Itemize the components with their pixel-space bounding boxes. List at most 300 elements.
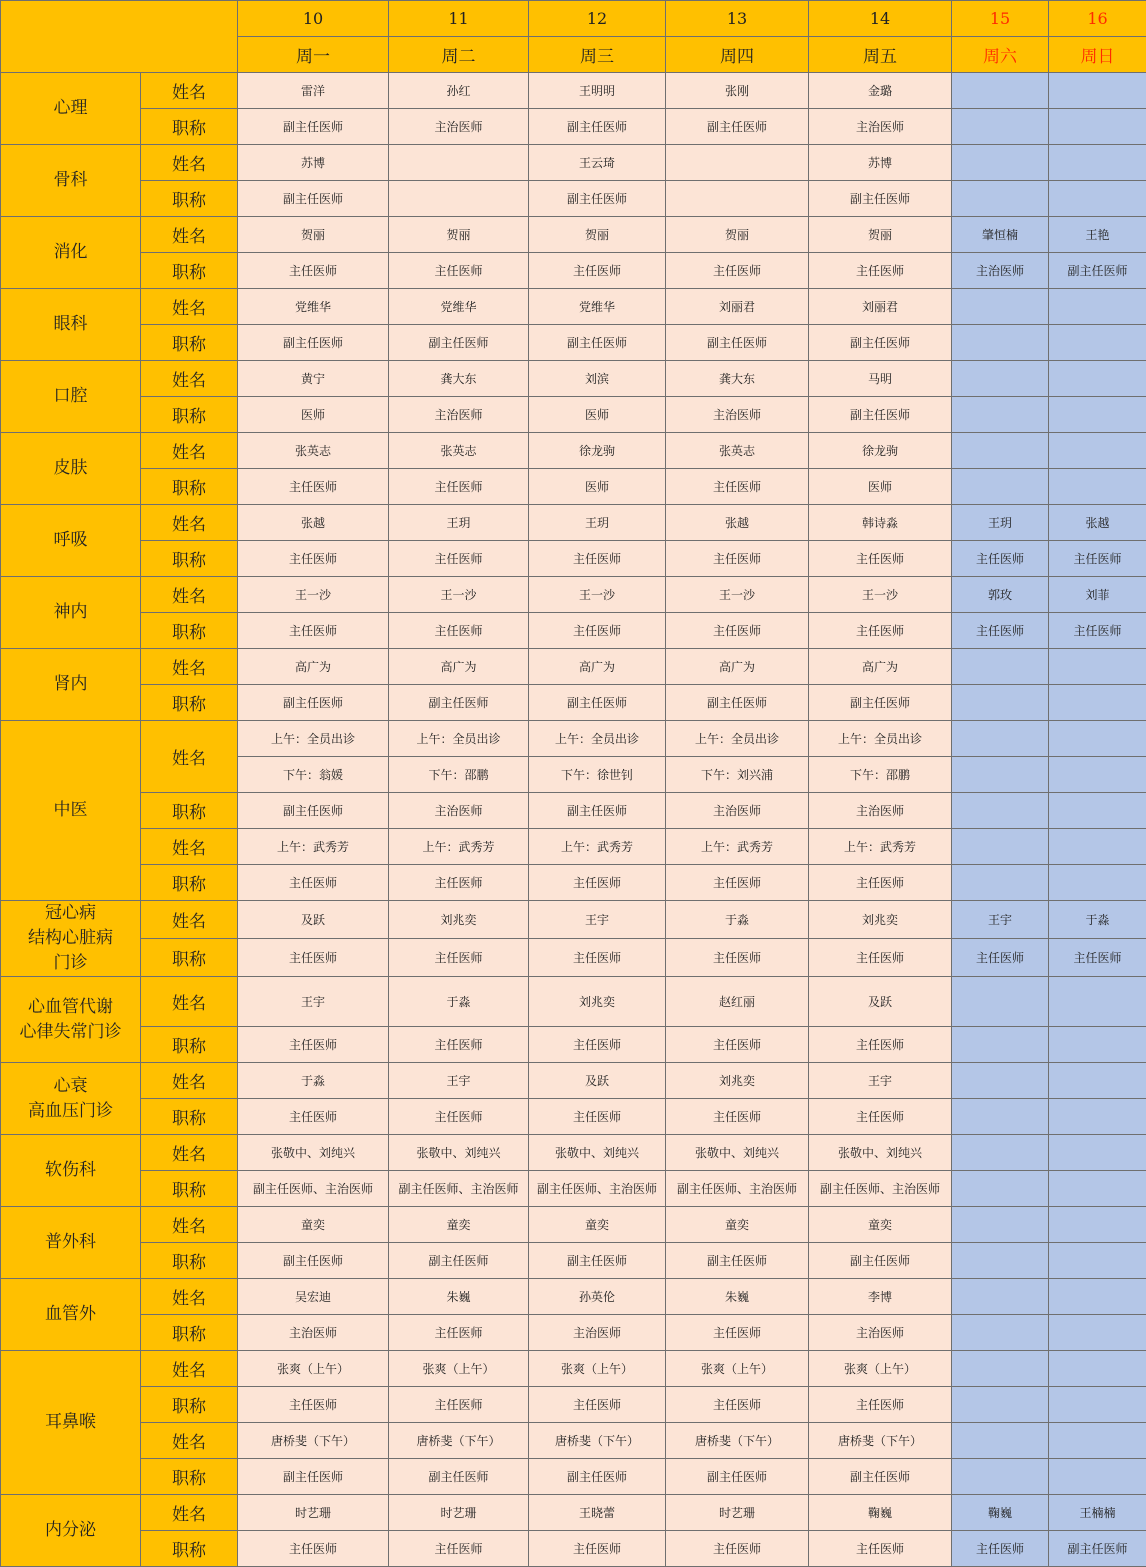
doctor-cell <box>952 1351 1049 1387</box>
title-cell <box>1049 109 1146 145</box>
title-cell: 主任医师 <box>1049 939 1146 977</box>
doctor-cell: 童奕 <box>238 1207 389 1243</box>
weekday-header-5: 周五 <box>809 37 952 73</box>
department-name: 心衰 高血压门诊 <box>1 1063 141 1135</box>
doctor-cell: 王楠楠 <box>1049 1495 1146 1531</box>
title-cell: 主任医师 <box>666 865 809 901</box>
doctor-cell <box>1049 829 1146 865</box>
title-cell: 主任医师 <box>389 1531 529 1567</box>
doctor-cell: 张敬中、刘纯兴 <box>666 1135 809 1171</box>
title-cell: 主任医师 <box>666 1315 809 1351</box>
weekday-header-2: 周二 <box>389 37 529 73</box>
title-cell: 副主任医师 <box>809 1243 952 1279</box>
title-cell <box>1049 1459 1146 1495</box>
doctor-cell: 于淼 <box>238 1063 389 1099</box>
row-label-title: 职称 <box>141 793 238 829</box>
doctor-cell <box>952 1063 1049 1099</box>
doctor-cell <box>1049 757 1146 793</box>
title-cell <box>666 181 809 217</box>
doctor-cell: 张爽（上午） <box>809 1351 952 1387</box>
title-cell <box>952 1027 1049 1063</box>
doctor-cell: 王宇 <box>238 977 389 1027</box>
doctor-cell <box>952 361 1049 397</box>
department-name: 心理 <box>1 73 141 145</box>
title-cell <box>1049 1171 1146 1207</box>
doctor-cell: 王玥 <box>952 505 1049 541</box>
title-cell: 主任医师 <box>238 939 389 977</box>
doctor-cell <box>952 73 1049 109</box>
row-label-title: 职称 <box>141 1531 238 1567</box>
doctor-cell <box>1049 1423 1146 1459</box>
table-row <box>1 1027 1146 1063</box>
table-row <box>1 253 1146 289</box>
doctor-cell: 王云琦 <box>529 145 666 181</box>
doctor-cell: 及跃 <box>238 901 389 939</box>
row-label-title: 职称 <box>141 1243 238 1279</box>
doctor-cell: 及跃 <box>529 1063 666 1099</box>
doctor-cell: 高广为 <box>389 649 529 685</box>
table-row <box>1 1099 1146 1135</box>
title-cell: 主任医师 <box>529 1387 666 1423</box>
row-label-title: 职称 <box>141 1099 238 1135</box>
title-cell: 副主任医师 <box>389 325 529 361</box>
doctor-cell: 贺丽 <box>529 217 666 253</box>
title-cell <box>952 1099 1049 1135</box>
title-cell: 副主任医师 <box>529 1459 666 1495</box>
doctor-cell: 王玥 <box>529 505 666 541</box>
doctor-cell: 李博 <box>809 1279 952 1315</box>
doctor-cell: 赵红丽 <box>666 977 809 1027</box>
table-row <box>1 145 1146 181</box>
department-name: 普外科 <box>1 1207 141 1279</box>
doctor-cell: 下午：徐世钊 <box>529 757 666 793</box>
doctor-cell: 徐龙驹 <box>529 433 666 469</box>
doctor-cell: 上午：全员出诊 <box>529 721 666 757</box>
title-cell: 主任医师 <box>389 253 529 289</box>
doctor-cell <box>1049 1063 1146 1099</box>
table-row <box>1 289 1146 325</box>
row-label-name: 姓名 <box>141 1351 238 1387</box>
doctor-cell: 党维华 <box>529 289 666 325</box>
date-header-10: 10 <box>238 1 389 37</box>
row-label-title: 职称 <box>141 939 238 977</box>
title-cell: 副主任医师 <box>666 1459 809 1495</box>
doctor-cell: 王艳 <box>1049 217 1146 253</box>
title-cell: 主任医师 <box>238 1387 389 1423</box>
title-cell <box>389 181 529 217</box>
title-cell <box>952 1387 1049 1423</box>
doctor-cell: 王一沙 <box>809 577 952 613</box>
row-label-name: 姓名 <box>141 721 238 793</box>
table-row <box>1 181 1146 217</box>
table-row <box>1 109 1146 145</box>
title-cell: 副主任医师 <box>666 685 809 721</box>
title-cell: 主任医师 <box>666 939 809 977</box>
doctor-cell: 贺丽 <box>666 217 809 253</box>
title-cell: 主任医师 <box>1049 541 1146 577</box>
doctor-cell: 张刚 <box>666 73 809 109</box>
doctor-cell: 王一沙 <box>389 577 529 613</box>
title-cell: 主任医师 <box>809 1099 952 1135</box>
title-cell: 副主任医师 <box>238 1459 389 1495</box>
title-cell: 副主任医师 <box>529 1243 666 1279</box>
department-name: 神内 <box>1 577 141 649</box>
title-cell <box>952 1243 1049 1279</box>
doctor-cell: 张英志 <box>238 433 389 469</box>
title-cell: 副主任医师 <box>238 109 389 145</box>
date-header-12: 12 <box>529 1 666 37</box>
title-cell: 主任医师 <box>238 865 389 901</box>
doctor-cell: 刘滨 <box>529 361 666 397</box>
doctor-cell: 童奕 <box>529 1207 666 1243</box>
doctor-cell: 苏博 <box>238 145 389 181</box>
title-cell <box>952 793 1049 829</box>
doctor-cell: 张爽（上午） <box>529 1351 666 1387</box>
title-cell: 医师 <box>238 397 389 433</box>
title-cell <box>952 109 1049 145</box>
title-cell: 医师 <box>809 469 952 505</box>
doctor-cell: 上午：全员出诊 <box>238 721 389 757</box>
row-label-name: 姓名 <box>141 1207 238 1243</box>
doctor-cell: 童奕 <box>666 1207 809 1243</box>
title-cell: 主任医师 <box>389 939 529 977</box>
title-cell: 副主任医师、主治医师 <box>389 1171 529 1207</box>
title-cell: 主任医师 <box>238 1027 389 1063</box>
doctor-cell: 唐桥斐（下午） <box>238 1423 389 1459</box>
table-row <box>1 433 1146 469</box>
doctor-cell: 下午：刘兴浦 <box>666 757 809 793</box>
doctor-cell: 时艺珊 <box>666 1495 809 1531</box>
doctor-cell: 上午：武秀芳 <box>529 829 666 865</box>
title-cell: 主任医师 <box>809 1531 952 1567</box>
doctor-cell: 马明 <box>809 361 952 397</box>
doctor-cell: 黄宁 <box>238 361 389 397</box>
title-cell <box>1049 181 1146 217</box>
title-cell: 主任医师 <box>238 1531 389 1567</box>
title-cell: 主治医师 <box>389 793 529 829</box>
doctor-cell: 刘菲 <box>1049 577 1146 613</box>
title-cell <box>1049 865 1146 901</box>
department-name: 消化 <box>1 217 141 289</box>
table-row <box>1 325 1146 361</box>
title-cell: 主任医师 <box>666 1531 809 1567</box>
row-label-name: 姓名 <box>141 829 238 865</box>
title-cell: 医师 <box>529 397 666 433</box>
doctor-cell: 上午：全员出诊 <box>666 721 809 757</box>
title-cell: 副主任医师 <box>1049 1531 1146 1567</box>
title-cell: 主任医师 <box>809 253 952 289</box>
doctor-cell <box>1049 1207 1146 1243</box>
doctor-cell: 童奕 <box>389 1207 529 1243</box>
title-cell: 主任医师 <box>238 469 389 505</box>
title-cell: 副主任医师 <box>666 1243 809 1279</box>
doctor-cell: 刘兆奕 <box>529 977 666 1027</box>
title-cell: 主任医师 <box>529 865 666 901</box>
title-cell: 主治医师 <box>238 1315 389 1351</box>
row-label-title: 职称 <box>141 109 238 145</box>
title-cell: 主任医师 <box>952 541 1049 577</box>
title-cell: 副主任医师、主治医师 <box>529 1171 666 1207</box>
title-cell: 主治医师 <box>666 397 809 433</box>
table-row <box>1 613 1146 649</box>
doctor-cell <box>1049 977 1146 1027</box>
doctor-cell <box>1049 649 1146 685</box>
title-cell <box>1049 325 1146 361</box>
header-date-row <box>1 1 1146 37</box>
table-row <box>1 793 1146 829</box>
doctor-cell: 上午：全员出诊 <box>389 721 529 757</box>
title-cell: 主任医师 <box>389 541 529 577</box>
row-label-name: 姓名 <box>141 1495 238 1531</box>
doctor-cell <box>1049 361 1146 397</box>
title-cell <box>952 1315 1049 1351</box>
doctor-cell: 于淼 <box>1049 901 1146 939</box>
doctor-cell <box>1049 73 1146 109</box>
doctor-cell: 王宇 <box>952 901 1049 939</box>
doctor-cell: 张越 <box>1049 505 1146 541</box>
doctor-cell: 孙英伦 <box>529 1279 666 1315</box>
doctor-cell: 唐桥斐（下午） <box>666 1423 809 1459</box>
title-cell: 主任医师 <box>238 613 389 649</box>
title-cell: 医师 <box>529 469 666 505</box>
row-label-title: 职称 <box>141 1027 238 1063</box>
title-cell: 主任医师 <box>529 253 666 289</box>
doctor-cell: 王宇 <box>529 901 666 939</box>
doctor-cell: 及跃 <box>809 977 952 1027</box>
department-name: 皮肤 <box>1 433 141 505</box>
title-cell: 副主任医师 <box>238 1243 389 1279</box>
table-row <box>1 577 1146 613</box>
title-cell <box>1049 1315 1146 1351</box>
doctor-cell <box>952 757 1049 793</box>
doctor-cell <box>1049 145 1146 181</box>
doctor-cell: 龚大东 <box>389 361 529 397</box>
doctor-cell: 童奕 <box>809 1207 952 1243</box>
department-name: 中医 <box>1 721 141 901</box>
row-label-title: 职称 <box>141 1459 238 1495</box>
title-cell <box>1049 1099 1146 1135</box>
title-cell: 主任医师 <box>529 1531 666 1567</box>
doctor-cell <box>952 1423 1049 1459</box>
title-cell: 主任医师 <box>666 541 809 577</box>
doctor-cell: 张英志 <box>666 433 809 469</box>
doctor-cell: 韩诗淼 <box>809 505 952 541</box>
doctor-cell: 张英志 <box>389 433 529 469</box>
table-row <box>1 1387 1146 1423</box>
doctor-cell: 张敬中、刘纯兴 <box>529 1135 666 1171</box>
table-row <box>1 397 1146 433</box>
row-label-title: 职称 <box>141 325 238 361</box>
doctor-cell: 上午：全员出诊 <box>809 721 952 757</box>
table-row <box>1 1207 1146 1243</box>
doctor-cell <box>952 721 1049 757</box>
title-cell <box>952 1171 1049 1207</box>
row-label-title: 职称 <box>141 613 238 649</box>
title-cell: 主治医师 <box>952 253 1049 289</box>
doctor-cell: 刘丽君 <box>666 289 809 325</box>
row-label-title: 职称 <box>141 685 238 721</box>
title-cell: 主任医师 <box>389 1387 529 1423</box>
title-cell: 主任医师 <box>809 865 952 901</box>
table-row <box>1 977 1146 1027</box>
title-cell: 主治医师 <box>529 1315 666 1351</box>
table-row <box>1 829 1146 865</box>
doctor-cell <box>1049 1135 1146 1171</box>
department-name: 心血管代谢 心律失常门诊 <box>1 977 141 1063</box>
table-row <box>1 939 1146 977</box>
doctor-cell: 贺丽 <box>389 217 529 253</box>
doctor-cell: 唐桥斐（下午） <box>809 1423 952 1459</box>
title-cell <box>1049 397 1146 433</box>
doctor-cell <box>389 145 529 181</box>
title-cell <box>952 685 1049 721</box>
doctor-cell: 下午：邵鹏 <box>389 757 529 793</box>
weekday-header-1: 周一 <box>238 37 389 73</box>
doctor-cell: 朱巍 <box>666 1279 809 1315</box>
row-label-title: 职称 <box>141 1171 238 1207</box>
table-row <box>1 1279 1146 1315</box>
row-label-name: 姓名 <box>141 505 238 541</box>
doctor-cell: 高广为 <box>809 649 952 685</box>
doctor-cell: 张敬中、刘纯兴 <box>238 1135 389 1171</box>
department-name: 内分泌 <box>1 1495 141 1567</box>
title-cell: 主任医师 <box>529 1099 666 1135</box>
title-cell: 副主任医师 <box>1049 253 1146 289</box>
title-cell: 副主任医师 <box>666 109 809 145</box>
title-cell: 主治医师 <box>809 793 952 829</box>
row-label-name: 姓名 <box>141 1063 238 1099</box>
doctor-cell <box>952 289 1049 325</box>
title-cell <box>952 865 1049 901</box>
row-label-title: 职称 <box>141 469 238 505</box>
title-cell: 主任医师 <box>952 939 1049 977</box>
title-cell <box>1049 1027 1146 1063</box>
title-cell: 主任医师 <box>666 469 809 505</box>
row-label-title: 职称 <box>141 181 238 217</box>
table-row <box>1 865 1146 901</box>
doctor-cell: 雷洋 <box>238 73 389 109</box>
weekday-header-7: 周日 <box>1049 37 1146 73</box>
row-label-name: 姓名 <box>141 217 238 253</box>
title-cell: 主任医师 <box>809 1387 952 1423</box>
doctor-cell: 张敬中、刘纯兴 <box>809 1135 952 1171</box>
department-name: 眼科 <box>1 289 141 361</box>
department-name: 骨科 <box>1 145 141 217</box>
title-cell: 主治医师 <box>389 397 529 433</box>
table-row <box>1 901 1146 939</box>
title-cell: 副主任医师 <box>529 181 666 217</box>
table-row <box>1 685 1146 721</box>
title-cell: 副主任医师 <box>238 793 389 829</box>
doctor-cell: 王一沙 <box>238 577 389 613</box>
title-cell: 副主任医师 <box>389 685 529 721</box>
doctor-cell: 党维华 <box>238 289 389 325</box>
title-cell: 主任医师 <box>952 1531 1049 1567</box>
department-name: 耳鼻喉 <box>1 1351 141 1495</box>
title-cell: 副主任医师 <box>238 325 389 361</box>
doctor-cell: 王明明 <box>529 73 666 109</box>
title-cell <box>952 469 1049 505</box>
doctor-cell <box>952 649 1049 685</box>
row-label-name: 姓名 <box>141 433 238 469</box>
doctor-cell: 鞠巍 <box>952 1495 1049 1531</box>
doctor-cell: 肇恒楠 <box>952 217 1049 253</box>
date-header-11: 11 <box>389 1 529 37</box>
row-label-name: 姓名 <box>141 901 238 939</box>
table-row <box>1 1063 1146 1099</box>
doctor-cell <box>1049 1351 1146 1387</box>
title-cell: 副主任医师 <box>809 397 952 433</box>
doctor-cell: 下午：翁媛 <box>238 757 389 793</box>
doctor-cell: 上午：武秀芳 <box>809 829 952 865</box>
title-cell: 主任医师 <box>529 939 666 977</box>
title-cell: 主任医师 <box>666 1027 809 1063</box>
date-header-14: 14 <box>809 1 952 37</box>
doctor-cell: 时艺珊 <box>389 1495 529 1531</box>
doctor-cell: 郭玫 <box>952 577 1049 613</box>
title-cell: 主任医师 <box>238 541 389 577</box>
doctor-cell: 贺丽 <box>238 217 389 253</box>
table-row <box>1 1495 1146 1531</box>
doctor-cell: 徐龙驹 <box>809 433 952 469</box>
department-name: 呼吸 <box>1 505 141 577</box>
doctor-cell <box>1049 1279 1146 1315</box>
table-row <box>1 217 1146 253</box>
doctor-cell: 朱巍 <box>389 1279 529 1315</box>
table-row <box>1 541 1146 577</box>
doctor-cell: 时艺珊 <box>238 1495 389 1531</box>
title-cell: 主治医师 <box>809 109 952 145</box>
title-cell: 主任医师 <box>238 1099 389 1135</box>
title-cell: 主任医师 <box>389 1099 529 1135</box>
table-row <box>1 721 1146 757</box>
row-label-title: 职称 <box>141 1387 238 1423</box>
doctor-cell: 张敬中、刘纯兴 <box>389 1135 529 1171</box>
title-cell: 主治医师 <box>389 109 529 145</box>
row-label-name: 姓名 <box>141 145 238 181</box>
doctor-cell: 唐桥斐（下午） <box>529 1423 666 1459</box>
title-cell: 主任医师 <box>952 613 1049 649</box>
doctor-cell: 上午：武秀芳 <box>238 829 389 865</box>
doctor-cell <box>666 145 809 181</box>
table-row <box>1 73 1146 109</box>
doctor-cell: 张越 <box>666 505 809 541</box>
title-cell: 主任医师 <box>1049 613 1146 649</box>
title-cell: 副主任医师 <box>809 685 952 721</box>
doctor-cell: 党维华 <box>389 289 529 325</box>
weekday-header-3: 周三 <box>529 37 666 73</box>
title-cell: 主任医师 <box>389 1315 529 1351</box>
doctor-cell: 王宇 <box>389 1063 529 1099</box>
title-cell <box>1049 685 1146 721</box>
title-cell: 副主任医师 <box>529 685 666 721</box>
title-cell: 主任医师 <box>238 253 389 289</box>
table-row <box>1 361 1146 397</box>
title-cell: 副主任医师 <box>238 181 389 217</box>
row-label-title: 职称 <box>141 397 238 433</box>
doctor-cell <box>952 829 1049 865</box>
title-cell <box>1049 469 1146 505</box>
doctor-cell: 刘丽君 <box>809 289 952 325</box>
title-cell: 主任医师 <box>529 541 666 577</box>
title-cell: 副主任医师 <box>809 325 952 361</box>
doctor-cell: 上午：武秀芳 <box>666 829 809 865</box>
doctor-cell: 王一沙 <box>666 577 809 613</box>
date-header-16: 16 <box>1049 1 1146 37</box>
doctor-cell: 张越 <box>238 505 389 541</box>
doctor-cell: 上午：武秀芳 <box>389 829 529 865</box>
title-cell: 副主任医师 <box>809 1459 952 1495</box>
